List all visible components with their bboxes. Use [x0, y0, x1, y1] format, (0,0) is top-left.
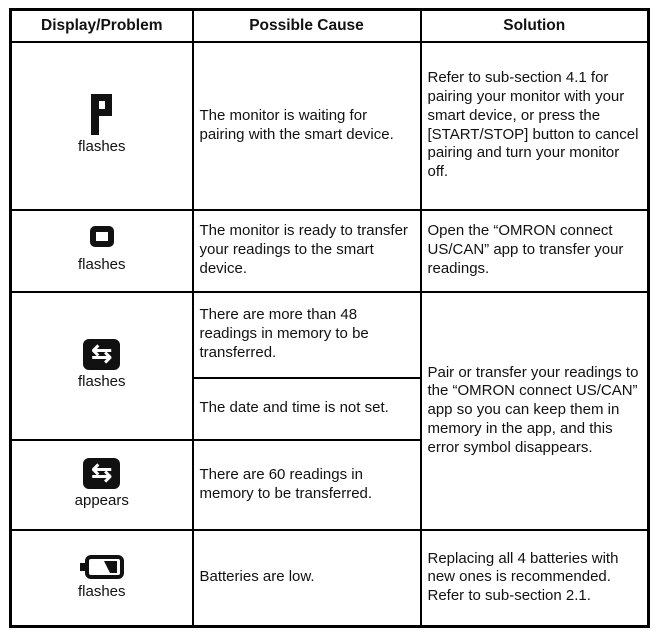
icon-state-label: flashes: [77, 582, 126, 600]
pairing-p-icon: [14, 94, 190, 135]
solution-cell-shared: Pair or transfer your readings to the “OMRON connect US/CAN” app so you can keep them in memory in the app, and this error symbol disappears.: [421, 292, 649, 530]
solution-cell: Refer to sub-section 4.1 for pairing your monitor with your smart device, or press the [START/STOP] button to cancel pairing and turn your monitor off.: [421, 42, 649, 210]
solution-cell: Replacing all 4 batteries with new ones is recommended. Refer to sub-section 2.1.: [421, 530, 649, 627]
display-cell-sync-appears: [11, 440, 193, 530]
display-cell-sync-flashes: [11, 292, 193, 440]
cause-cell: Batteries are low.: [193, 530, 421, 627]
sync-arrows-icon: ⇆: [14, 458, 190, 489]
battery-low-icon: [14, 554, 190, 580]
display-cell-pairing: [11, 42, 193, 210]
display-cell-battery: [11, 530, 193, 627]
icon-state-label: flashes: [77, 138, 126, 156]
header-display-problem: Display/Problem: [11, 10, 193, 42]
sync-arrows-icon: ⇆: [14, 339, 190, 370]
solution-cell: Open the “OMRON connect US/CAN” app to transfer your readings.: [421, 210, 649, 292]
display-cell-transfer-ready: [11, 210, 193, 292]
icon-state-label: flashes: [77, 373, 126, 391]
cause-cell: The monitor is ready to transfer your readings to the smart device.: [193, 210, 421, 292]
icon-state-label: appears: [74, 492, 129, 510]
table-header-row: [11, 10, 649, 42]
table-row: [11, 530, 649, 627]
header-possible-cause: Possible Cause: [193, 10, 421, 42]
display-square-icon: [14, 226, 190, 253]
cause-cell: The date and time is not set.: [193, 378, 421, 440]
table-row: [11, 210, 649, 292]
table-row: [11, 292, 649, 378]
troubleshooting-table: [9, 8, 650, 628]
cause-cell: There are more than 48 readings in memory to be transferred.: [193, 292, 421, 378]
icon-state-label: flashes: [77, 256, 126, 273]
header-solution: Solution: [421, 10, 649, 42]
cause-cell: The monitor is waiting for pairing with the smart device.: [193, 42, 421, 210]
cause-cell: There are 60 readings in memory to be transferred.: [193, 440, 421, 530]
table-row: [11, 42, 649, 210]
